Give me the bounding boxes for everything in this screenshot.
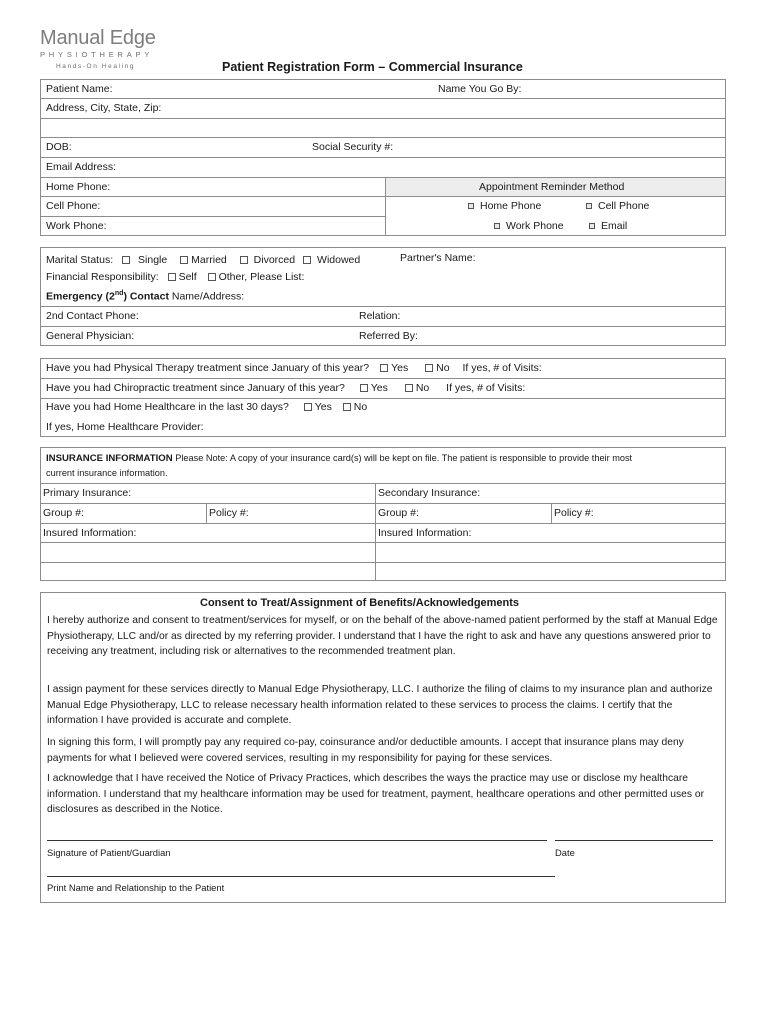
date-label: Date [555, 847, 575, 858]
signature-label: Signature of Patient/Guardian [47, 847, 171, 858]
primary-insured-field[interactable]: Insured Information: [43, 527, 137, 539]
home-healthcare-question-row: Have you had Home Healthcare in the last 30 days? Yes No [46, 401, 368, 413]
cell-phone-field[interactable]: Cell Phone: [46, 200, 101, 212]
date-line[interactable] [555, 840, 713, 841]
consent-title: Consent to Treat/Assignment of Benefits/Acknowledgements [200, 597, 520, 609]
reminder-work-phone-option[interactable]: Work Phone [494, 220, 564, 232]
secondary-insurance-field[interactable]: Secondary Insurance: [378, 487, 481, 499]
form-title: Patient Registration Form – Commercial Insurance [222, 60, 523, 74]
single-checkbox-icon[interactable] [122, 256, 130, 264]
pt-no-checkbox-icon[interactable] [425, 364, 433, 372]
home-no-checkbox-icon[interactable] [343, 403, 351, 411]
reminder-home-phone-option[interactable]: Home Phone [468, 200, 541, 212]
pt-question-row: Have you had Physical Therapy treatment since January of this year? Yes No If yes, # of Visits: [46, 362, 542, 374]
home-phone-field[interactable]: Home Phone: [46, 181, 111, 193]
general-physician-field[interactable]: General Physician: [46, 330, 135, 342]
secondary-group-field[interactable]: Group #: [378, 507, 419, 519]
consent-paragraph-assignment: I assign payment for these services directly to Manual Edge Physiotherapy, LLC. I authorize the filing of claims to my insurance plan and authorize Manual Edge Physiotherapy, LLC to release necessary health information related to these services to process the claims. I certify that the information I have provided is accurate and complete. [47, 684, 713, 727]
home-healthcare-provider-field[interactable]: If yes, Home Healthcare Provider: [46, 421, 204, 433]
chiro-question-row: Have you had Chiropractic treatment since January of this year? Yes No If yes, # of Visits: [46, 382, 526, 394]
dob-field[interactable]: DOB: [46, 141, 72, 153]
pt-yes-checkbox-icon[interactable] [380, 364, 388, 372]
chiro-no-checkbox-icon[interactable] [405, 384, 413, 392]
secondary-insured-field[interactable]: Insured Information: [378, 527, 472, 539]
reminder-email-option[interactable]: Email [589, 220, 627, 232]
ssn-field[interactable]: Social Security #: [312, 141, 394, 153]
print-name-line[interactable] [47, 876, 555, 877]
reminder-method-title: Appointment Reminder Method [479, 181, 625, 193]
name-you-go-by-field[interactable]: Name You Go By: [438, 83, 522, 95]
patient-name-field[interactable]: Patient Name: [46, 83, 113, 95]
consent-paragraph-treatment: I hereby authorize and consent to treatment/services for myself, or on the behalf of the above-named patient performed by the staff at Manual Edge Physiotherapy, LLC and/or as directed by my referring provider. I understand that I have the right to ask and have any questions answered prior to receiving any treatment, including risk or alternatives to the recommended treatment plan. [47, 615, 718, 658]
logo [40, 28, 158, 70]
print-name-label: Print Name and Relationship to the Patient [47, 882, 225, 893]
relation-field[interactable]: Relation: [359, 310, 401, 322]
financial-responsibility-row: Financial Responsibility: Self Other, Please List: [46, 271, 305, 283]
logo-subtitle: PHYSIOTHERAPY [40, 50, 154, 59]
chiro-yes-checkbox-icon[interactable] [360, 384, 368, 392]
signature-line[interactable] [47, 840, 547, 841]
primary-group-field[interactable]: Group #: [43, 507, 84, 519]
home-yes-checkbox-icon[interactable] [304, 403, 312, 411]
logo-tagline: Hands-On Healing [56, 63, 136, 70]
checkbox-icon[interactable] [494, 223, 500, 229]
consent-paragraph-privacy: I acknowledge that I have received the Notice of Privacy Practices, which describes the ways the practice may use or disclose my healthcare information. I understand that my healthcare information may be used for treatment, payment, healthcare operations and other permitted uses or disclosures as described in the Notice. [47, 773, 705, 816]
other-checkbox-icon[interactable] [208, 273, 216, 281]
primary-insurance-field[interactable]: Primary Insurance: [43, 487, 132, 499]
logo-name: Manual Edge [40, 27, 156, 49]
self-checkbox-icon[interactable] [168, 273, 176, 281]
checkbox-icon[interactable] [586, 203, 592, 209]
reminder-cell-phone-option[interactable]: Cell Phone [586, 200, 649, 212]
checkbox-icon[interactable] [589, 223, 595, 229]
partner-name-field[interactable]: Partner's Name: [400, 252, 476, 264]
checkbox-icon[interactable] [468, 203, 474, 209]
consent-paragraph-payment: In signing this form, I will promptly pay any required co-pay, coinsurance and/or deductible amounts. I accept that insurance plans may deny payments for what I believed were covered services, resulting in my responsibility for paying for these services. [47, 737, 684, 764]
primary-policy-field[interactable]: Policy #: [209, 507, 249, 519]
second-contact-phone-field[interactable]: 2nd Contact Phone: [46, 310, 139, 322]
address-field[interactable]: Address, City, State, Zip: [46, 102, 162, 114]
work-phone-field[interactable]: Work Phone: [46, 220, 107, 232]
insurance-note: INSURANCE INFORMATION Please Note: A copy of your insurance card(s) will be kept on file. The patient is responsible to provide their most current insurance information. [46, 453, 633, 478]
secondary-policy-field[interactable]: Policy #: [554, 507, 594, 519]
referred-by-field[interactable]: Referred By: [359, 330, 418, 342]
married-checkbox-icon[interactable] [180, 256, 188, 264]
emergency-contact-field[interactable]: Emergency (2nd) Contact Name/Address: [46, 290, 245, 303]
email-field[interactable]: Email Address: [46, 161, 117, 173]
widowed-checkbox-icon[interactable] [303, 256, 311, 264]
marital-status-row: Marital Status: Single Married Divorced Widowed [46, 254, 361, 266]
divorced-checkbox-icon[interactable] [240, 256, 248, 264]
